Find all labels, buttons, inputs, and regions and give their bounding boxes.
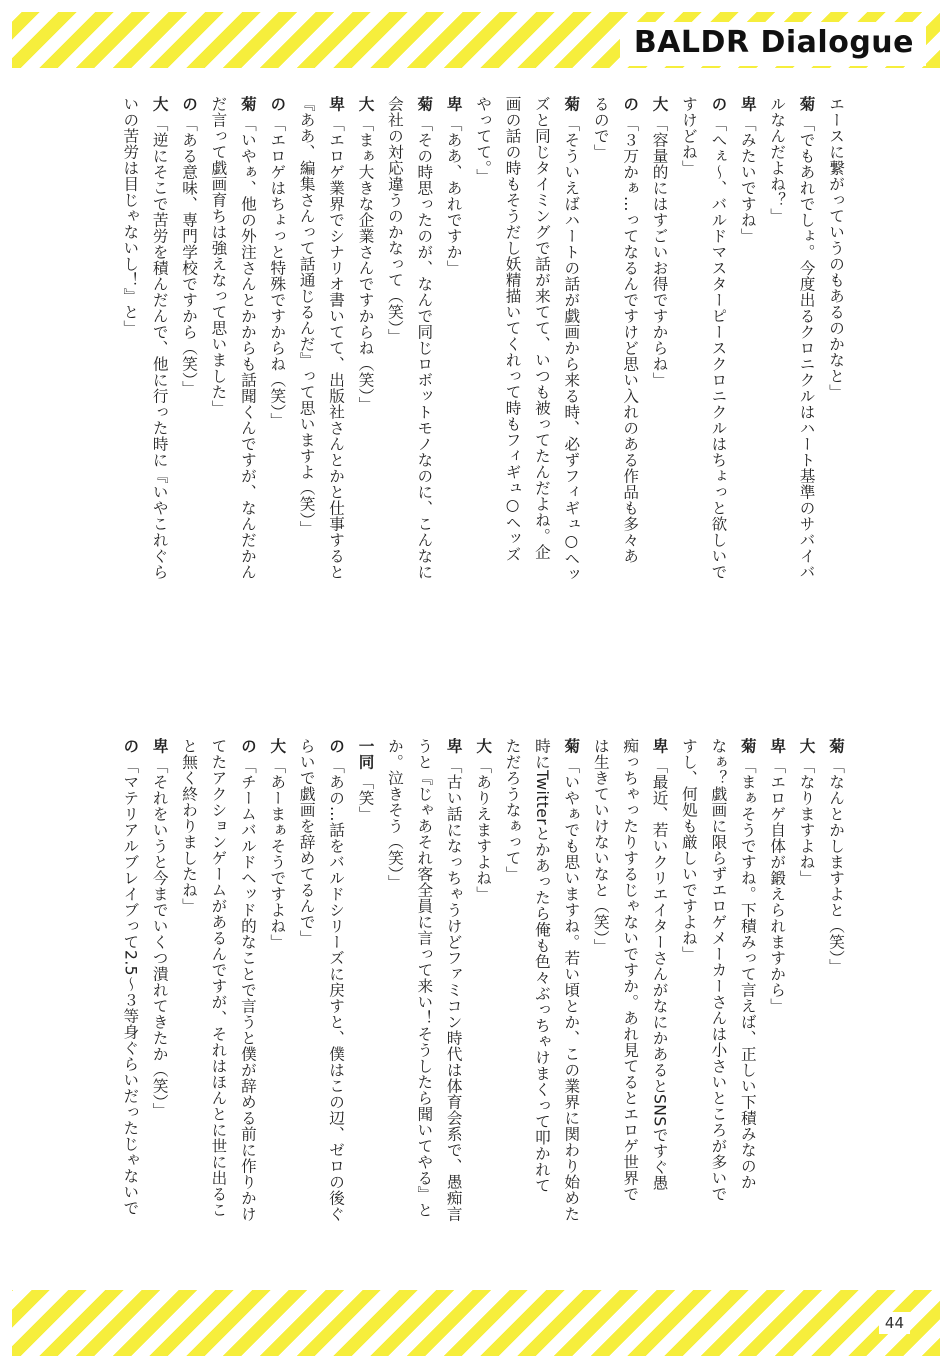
dialogue-text: 「それをいうと今までいくつ潰れてきたか（笑）」 bbox=[150, 758, 169, 1119]
dialogue-line bbox=[232, 738, 261, 1268]
dialogue-text: すし、何処も厳しいですよね」 bbox=[679, 738, 698, 962]
dialogue-text: 「３万かぁ…ってなるんですけど思い入れのある作品も多々あ bbox=[621, 116, 640, 564]
dialogue-text: らいで戯画を辞めてるんで」 bbox=[297, 738, 316, 946]
dialogue-text: エースに繋がっていうのもあるのかなと」 bbox=[827, 96, 845, 400]
dialogue-line bbox=[438, 738, 467, 1268]
dialogue-text: 「なりますよね」 bbox=[797, 758, 816, 886]
dialogue-text: すけどね」 bbox=[679, 96, 698, 176]
dialogue-text: 「あーまぁそうですよね」 bbox=[268, 758, 287, 950]
speaker-label: 卑 bbox=[444, 96, 463, 112]
speaker-label: 卑 bbox=[327, 96, 346, 112]
dialogue-text: るので」 bbox=[591, 96, 610, 160]
dialogue-line bbox=[409, 96, 438, 666]
dialogue-text: 「逆にそこで苦労を積んだんで、他に行った時に『いやこれぐら bbox=[150, 116, 169, 580]
dialogue-text: てたアクションゲームがあるんですが、それはほんとに世に出るこ bbox=[209, 738, 228, 1218]
speaker-label: 菊 bbox=[562, 96, 581, 112]
dialogue-text: 「まぁ大きな企業さんですからね（笑）」 bbox=[356, 116, 375, 413]
speaker-label: 卑 bbox=[738, 96, 757, 112]
footer-stripe-band bbox=[12, 1290, 940, 1356]
dialogue-text: 「エロゲ自体が鍛えられますから」 bbox=[768, 758, 787, 1014]
dialogue-line bbox=[144, 738, 173, 1268]
dialogue-text: 「へぇ～、バルドマスターピースクロニクルはちょっと欲しいで bbox=[709, 116, 728, 580]
dialogue-text: 「エロゲ業界でシナリオ書いてて、出版社さんとかと仕事すると bbox=[327, 116, 346, 580]
dialogue-line bbox=[350, 96, 379, 666]
dialogue-text: ズと同じタイミングで話が来てて、いつも被ってたんだよね。企 bbox=[532, 96, 551, 560]
dialogue-block-top bbox=[100, 96, 850, 666]
dialogue-text: 「ありえますよね」 bbox=[474, 758, 493, 902]
speaker-label: 大 bbox=[474, 738, 493, 754]
dialogue-text: やってて。」 bbox=[474, 96, 493, 185]
speaker-label: の bbox=[268, 96, 287, 112]
dialogue-line bbox=[321, 96, 350, 666]
dialogue-text: と無く終わりましたね」 bbox=[180, 738, 199, 914]
dialogue-line bbox=[262, 96, 291, 666]
dialogue-line bbox=[644, 738, 673, 1268]
dialogue-text: 『ああ、編集さんって話通じるんだ』って思いますよ（笑）」 bbox=[297, 96, 316, 537]
dialogue-text: 「みたいですね」 bbox=[738, 116, 757, 244]
dialogue-line bbox=[527, 738, 556, 1268]
speaker-label: 菊 bbox=[238, 96, 257, 112]
dialogue-line bbox=[703, 96, 732, 666]
dialogue-text: 「ああ、あれですか」 bbox=[444, 116, 463, 276]
dialogue-line bbox=[615, 738, 644, 1268]
dialogue-text: 「でもあれでしょ。今度出るクロニクルはハート基準のサバイバ bbox=[797, 116, 816, 580]
dialogue-line bbox=[144, 96, 173, 666]
dialogue-text: 「まぁそうですね。下積みって言えば、正しい下積みなのか bbox=[738, 758, 757, 1190]
dialogue-line bbox=[703, 738, 732, 1268]
dialogue-line bbox=[556, 96, 585, 666]
speaker-label: 菊 bbox=[827, 738, 845, 754]
dialogue-text: 「そういえばハートの話が戯画から来る時、必ずフィギュ○ヘッ bbox=[562, 116, 581, 583]
speaker-label: 菊 bbox=[797, 96, 816, 112]
dialogue-line bbox=[821, 96, 850, 666]
dialogue-line bbox=[409, 738, 438, 1268]
speaker-label: 菊 bbox=[738, 738, 757, 754]
dialogue-line bbox=[262, 738, 291, 1268]
dialogue-line bbox=[527, 96, 556, 666]
dialogue-text: だ言って戯画育ちは強えなって思いました」 bbox=[209, 96, 228, 416]
dialogue-text: 「チームバルドヘッド的なことで言うと僕が辞める前に作りかけ bbox=[238, 758, 257, 1222]
dialogue-text: 「あの…話をバルドシリーズに戻すと、僕はこの辺、ゼロの後ぐ bbox=[327, 758, 346, 1222]
dialogue-text: 「いやぁでも思いますね。若い頃とか、この業界に関わり始めた bbox=[562, 758, 581, 1222]
speaker-label: 卑 bbox=[650, 738, 669, 754]
dialogue-line bbox=[203, 96, 232, 666]
speaker-label: 菊 bbox=[415, 96, 434, 112]
dialogue-line bbox=[115, 96, 144, 666]
dialogue-text: いの苦労は目じゃないし！』と」 bbox=[121, 96, 140, 336]
page-title: BALDR Dialogue bbox=[620, 22, 926, 66]
dialogue-block-bottom bbox=[100, 738, 850, 1268]
dialogue-line bbox=[203, 738, 232, 1268]
speaker-label: 卑 bbox=[768, 738, 787, 754]
dialogue-line bbox=[380, 96, 409, 666]
speaker-label: の bbox=[238, 738, 257, 754]
speaker-label: 大 bbox=[268, 738, 287, 754]
dialogue-line bbox=[291, 96, 320, 666]
dialogue-line bbox=[674, 738, 703, 1268]
dialogue-text: 「ある意味、専門学校ですから（笑）」 bbox=[180, 116, 199, 397]
speaker-label: の bbox=[709, 96, 728, 112]
speaker-label: 大 bbox=[650, 96, 669, 112]
dialogue-text: 「いやぁ、他の外注さんとかからも話聞くんですが、なんだかん bbox=[238, 116, 257, 580]
dialogue-line bbox=[497, 738, 526, 1268]
speaker-label: 大 bbox=[150, 96, 169, 112]
dialogue-line bbox=[762, 738, 791, 1268]
dialogue-line bbox=[497, 96, 526, 666]
dialogue-text: なぁ？戯画に限らずエロゲメーカーさんは小さいところが多いで bbox=[709, 738, 728, 1202]
dialogue-line bbox=[585, 96, 614, 666]
dialogue-text: ルなんだよね？」 bbox=[768, 96, 787, 224]
dialogue-text: 「笑」 bbox=[356, 774, 375, 822]
dialogue-text: うと『じゃあそれ客全員に言って来い！そうしたら聞いてやる』と bbox=[415, 738, 434, 1218]
dialogue-line bbox=[556, 738, 585, 1268]
dialogue-line bbox=[291, 738, 320, 1268]
dialogue-text: 会社の対応違うのかなって（笑）」 bbox=[385, 96, 404, 345]
speaker-label: の bbox=[327, 738, 346, 754]
speaker-label: 大 bbox=[356, 96, 375, 112]
speaker-label: 一同 bbox=[356, 738, 375, 770]
dialogue-line bbox=[321, 738, 350, 1268]
dialogue-line bbox=[174, 738, 203, 1268]
speaker-label: の bbox=[621, 96, 640, 112]
dialogue-line bbox=[762, 96, 791, 666]
dialogue-text: 痴っちゃったりするじゃないですか。あれ見てるとエロゲ世界で bbox=[621, 738, 640, 1202]
dialogue-line bbox=[732, 738, 761, 1268]
speaker-label: 卑 bbox=[444, 738, 463, 754]
page-number: 44 bbox=[879, 1312, 910, 1334]
dialogue-text: か。泣きそう（笑）」 bbox=[385, 738, 404, 891]
dialogue-line bbox=[791, 738, 820, 1268]
speaker-label: 菊 bbox=[562, 738, 581, 754]
dialogue-text: 「エロゲはちょっと特殊ですからね（笑）」 bbox=[268, 116, 287, 429]
dialogue-line bbox=[644, 96, 673, 666]
dialogue-line bbox=[232, 96, 261, 666]
dialogue-line bbox=[468, 738, 497, 1268]
speaker-label: の bbox=[180, 96, 199, 112]
dialogue-line bbox=[791, 96, 820, 666]
dialogue-line bbox=[615, 96, 644, 666]
dialogue-line bbox=[732, 96, 761, 666]
dialogue-line bbox=[380, 738, 409, 1268]
dialogue-line bbox=[174, 96, 203, 666]
dialogue-line bbox=[821, 738, 850, 1268]
speaker-label: の bbox=[121, 738, 140, 754]
speaker-label: 大 bbox=[797, 738, 816, 754]
speaker-label: 卑 bbox=[150, 738, 169, 754]
dialogue-text: 「マテリアルブレイブって2.5～３等身ぐらいだったじゃないで bbox=[121, 758, 140, 1216]
dialogue-line bbox=[585, 738, 614, 1268]
dialogue-text: ただろうなぁって」 bbox=[503, 738, 522, 882]
dialogue-text: 時にTwitterとかあったら俺も色々ぶっちゃけまくって叩かれて bbox=[532, 738, 551, 1194]
dialogue-line bbox=[115, 738, 144, 1268]
dialogue-text: 「最近、若いクリエイターさんがなにかあるとSNSですぐ愚 bbox=[650, 758, 669, 1191]
dialogue-text: 画の話の時もそうだし妖精描いてくれって時もフィギュ○ヘッズ bbox=[503, 96, 522, 563]
dialogue-line bbox=[350, 738, 379, 1268]
dialogue-line bbox=[438, 96, 467, 666]
dialogue-text: は生きていけないなと（笑）」 bbox=[591, 738, 610, 955]
dialogue-text: 「容量的にはすごいお得ですからね」 bbox=[650, 116, 669, 388]
dialogue-line bbox=[468, 96, 497, 666]
dialogue-text: 「古い話になっちゃうけどファミコン時代は体育会系で、愚痴言 bbox=[444, 758, 463, 1222]
dialogue-line bbox=[674, 96, 703, 666]
dialogue-text: 「その時思ったのが、なんで同じロボットモノなのに、こんなに bbox=[415, 116, 434, 580]
dialogue-text: 「なんとかしますよと（笑）」 bbox=[827, 758, 845, 975]
